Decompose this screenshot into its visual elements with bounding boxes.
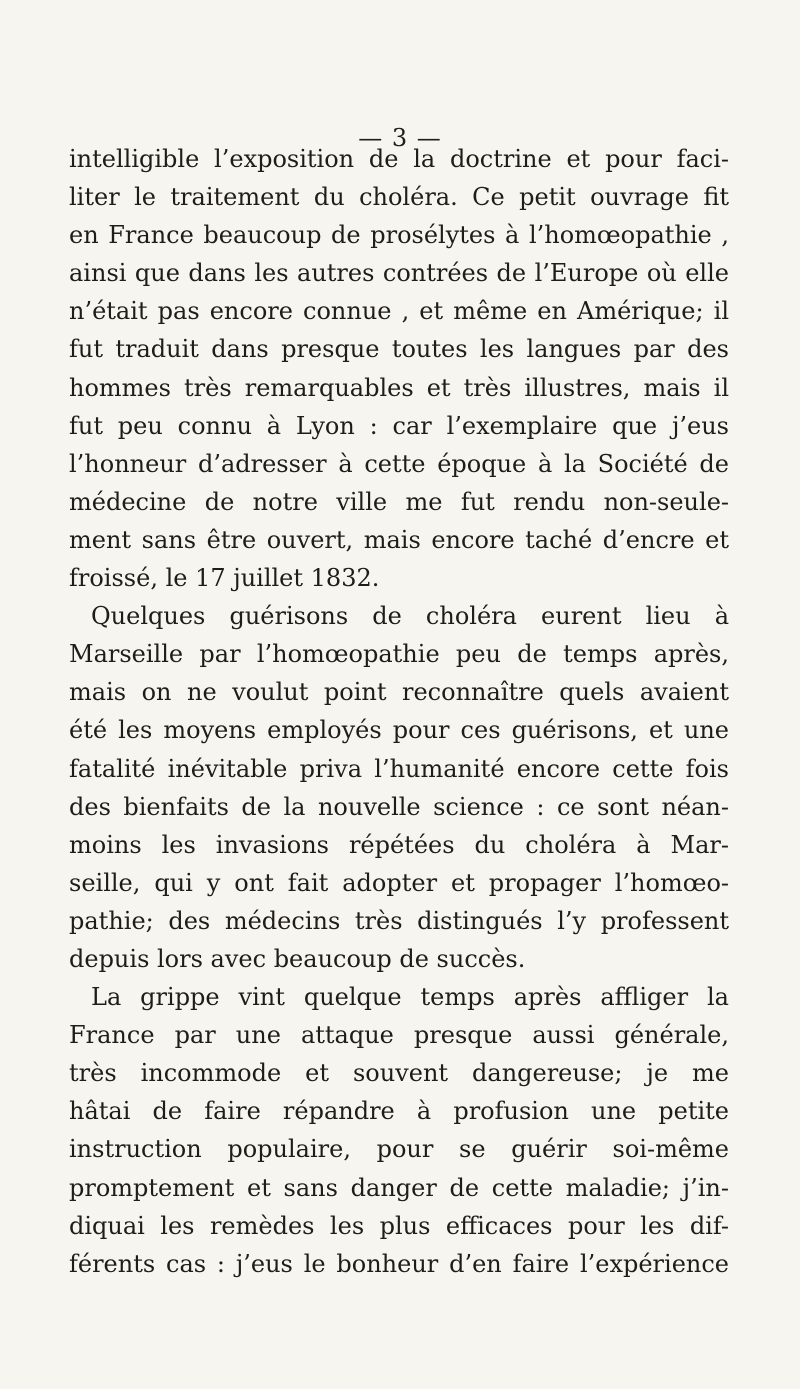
text-line: été les moyens employés pour ces guérisons, et une xyxy=(69,716,729,745)
text-line: froissé, le 17 juillet 1832. xyxy=(69,564,380,593)
text-line: fut peu connu à Lyon : car l’exemplaire que j’eus xyxy=(69,411,729,440)
text-line: liter le traitement du choléra. Ce petit ouvrage fit xyxy=(69,183,729,212)
text-line: mais on ne voulut point reconnaître quels avaient xyxy=(69,678,729,707)
text-line: des bienfaits de la nouvelle science : ce sont néan- xyxy=(69,792,729,821)
text-line: moins les invasions répétées du choléra à Mar- xyxy=(69,830,729,859)
text-line: La grippe vint quelque temps après affliger la xyxy=(91,983,729,1012)
text-line: France par une attaque presque aussi générale, xyxy=(69,1021,729,1050)
text-line: férents cas : j’eus le bonheur d’en faire l’expérience xyxy=(69,1249,729,1278)
text-line: hommes très remarquables et très illustres, mais il xyxy=(69,373,729,402)
text-line: médecine de notre ville me fut rendu non-seule- xyxy=(69,487,729,516)
text-line: Marseille par l’homœopathie peu de temps après, xyxy=(69,640,729,669)
text-line: très incommode et souvent dangereuse; je me xyxy=(69,1059,729,1088)
text-line: Quelques guérisons de choléra eurent lieu à xyxy=(91,602,729,631)
text-line: pathie; des médecins très distingués l’y professent xyxy=(69,906,729,935)
text-line: ment sans être ouvert, mais encore taché d’encre et xyxy=(69,525,729,554)
text-line: fut traduit dans presque toutes les langues par des xyxy=(69,335,729,364)
text-line: promptement et sans danger de cette maladie; j’in- xyxy=(69,1173,729,1202)
body-text xyxy=(69,140,729,1283)
text-line: l’honneur d’adresser à cette époque à la Société de xyxy=(69,449,729,478)
text-line: en France beaucoup de prosélytes à l’homœopathie , xyxy=(69,221,729,250)
text-line: instruction populaire, pour se guérir soi-même xyxy=(69,1135,729,1164)
text-line: n’était pas encore connue , et même en Amérique; il xyxy=(69,297,729,326)
text-line: diquai les remèdes les plus efficaces pour les dif- xyxy=(69,1211,729,1240)
text-line: intelligible l’exposition de la doctrine et pour faci- xyxy=(69,145,729,173)
text-line: seille, qui y ont fait adopter et propager l’homœo- xyxy=(69,868,729,897)
text-line: ainsi que dans les autres contrées de l’Europe où elle xyxy=(69,259,729,288)
text-line: hâtai de faire répandre à profusion une petite xyxy=(69,1097,729,1126)
text-line: fatalité inévitable priva l’humanité encore cette fois xyxy=(69,754,729,783)
text-line: depuis lors avec beaucoup de succès. xyxy=(69,944,526,973)
page-number: — 3 — xyxy=(358,124,442,152)
